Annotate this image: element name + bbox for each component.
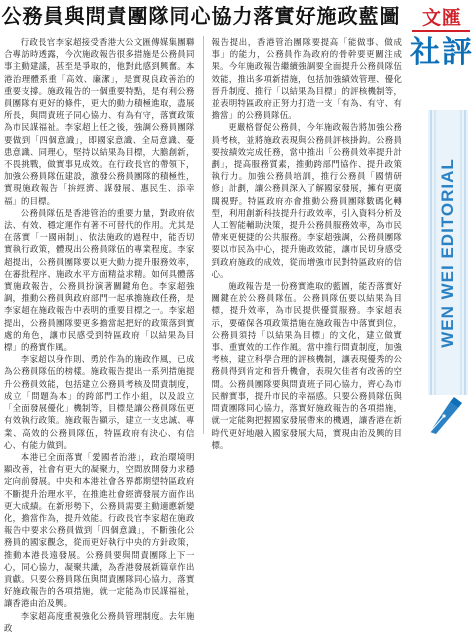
brand-logo <box>410 6 474 30</box>
column-divider <box>203 36 204 434</box>
column-title: 社評 <box>410 35 474 70</box>
article-paragraph: 本港已全面落實「愛國者治港」，政治環境明顯改善，社會有更大的凝聚力，空間放開發力求穩定向前發展。中央和本港社會各界都期望特區政府不斷提升治理水平，在推進社會經濟發展方面作出更大成績。在新形勢下，公務員需要主動適應新變化，擔當作為，提升效能。行政長官李家超在施政報告中要求公務員做到「四個意識」，不斷強化公務員的國家觀念，從而更好執行中央的方針政策，推動本港長遠發展。公務員要與問責團隊上下一心，同心協力，凝聚共識，為香港發展新篇章作出貢獻。只要公務員隊伍與問責團隊同心協力，落實好施政報告的各項措施，就一定能為市民謀福祉，讓香港由治及興。 <box>4 451 195 609</box>
article-column-1 <box>4 36 195 633</box>
article-paragraph: 施政報告是一份務實進取的藍圖，能否落實好關鍵在於公務員隊伍。公務員隊伍要以結果為目標，提升效率，為市民提供優質服務。李家超表示，要確保各項政策措施在施政報告中落實到位，公務員須持「以結果為目標」的文化，建立做實事、重實效的工作作風。當中推行問責制度，加強考核，建立科學合理的評核機制，讓表現優秀的公務員得到肯定和晉升機會，表現欠佳者有改善的空間。公務員團隊要與問責班子同心協力，齊心為市民辦實事，提升市民的幸福感。只要公務員隊伍與問責團隊同心協力，落實好施政報告的各項措施，就一定能夠把握國家發展帶來的機遇，讓香港在新時代更好地融入國家發展大局，實現由治及興的目標。 <box>211 281 403 450</box>
brand-underline <box>412 30 470 32</box>
page-title: 公務員與問責團隊同心協力落實好施政藍圖 <box>1 4 401 28</box>
article-paragraph: 更嚴格督促公務員，今年施政報告將加強公務員考核，並將施政表現與公務員評核掛鈎。公務員要按績效完成任務，當中推出「公務員效率提升計劃」，提高服務質素，推動跨部門協作、提升政策執行力。加強公務員培訓，推行公務員「國情研修」計劃，讓公務員深入了解國家發展，擁有更廣闊視野。特區政府亦會推動公務員團隊數碼化轉型，利用創新科技提升行政效率，引入資料分析及人工智能輔助決策，提升公務員服務效率，為市民帶來更便捷的公共服務。李家超強調，公務員團隊要以市民為中心，提升施政效能，讓市民切身感受到政府施政的成效，從而增強市民對特區政府的信心。 <box>211 122 403 279</box>
ribbon-label: WEN WEI EDITORIAL <box>438 157 457 348</box>
pen-nib-icon <box>424 396 470 434</box>
article-paragraph: 李家超高度重視強化公務員管理制度。去年施政 <box>4 610 195 633</box>
editorial-ribbon <box>428 110 468 395</box>
article-column-2 <box>211 36 403 450</box>
article-paragraph: 行政長官李家超接受香港大公文匯傳媒集團聯合專訪時透露，今次施政報告很多措施是公務員同事主動建議，甚至是爭取的，他對此感到興奮。本港治理體系重「高效、廉潔」，是實現良政善治的重要支撐。施政報告的一個重要特點，是有利公務員團隊有更好的條件，更大的動力積極進取，盡展所長，與問責班子同心協力、有為有守，落實政策為市民謀福祉。李家超上任之後，強調公務員團隊要做到「四個意識」，即國家意識、全局意識、憂患意識、同理心，堅持以結果為目標，大膽創新，不畏挑戰，做實事見成效。在行政長官的帶領下，加強公務員隊伍建設，激發公務員團隊的積極性，實現施政報告「拚經濟、謀發展、惠民生、添幸福」的目標。 <box>4 37 195 206</box>
masthead-sidebar <box>406 0 474 437</box>
article-paragraph: 公務員隊伍是香港管治的重要力量，對政府依法、有效、穩定運作有著不可替代的作用。尤其是在落實「一國兩制」、依法施政的過程中，能否切實執行政策，體現出公務員隊伍的專業程度。李家超提出，公務員團隊要以更大動力提升服務效率，在審批程序、施政水平方面精益求精。如何具體落實施政報告，公務員扮演著關鍵角色。李家超強調，推動公務員與政府部門一起承擔施政任務，是李家超在施政報告中表明的重要目標之一。李家超提出，公務員團隊要更多擔當起把好的政策落到實處的角色，讓市民感受到特區政府「以結果為目標」的務實作風。 <box>4 207 195 353</box>
editorial-body <box>4 36 403 633</box>
brand-name: 文匯 <box>421 7 462 29</box>
article-paragraph: 報告提出，香港管治團隊要提高「能做事、做成事」的能力，公務員作為政府的骨幹要更關注成果。今年施政報告繼續強調要全面提升公務員隊伍效能，推出多項新措施，包括加強績效管理、優化晉升制度、推行「以結果為目標」的評核機制等，並表明特區政府正努力打造一支「有為、有守、有擔當」的公務員隊伍。 <box>211 37 403 121</box>
article-paragraph: 李家超以身作則、勇於作為的施政作風，已成為公務員隊伍的榜樣。施政報告提出一系列措施提升公務員效能，包括建立公務員考核及問責制度，成立「問題為本」的跨部門工作小組，以及設立「全面發展優化」機制等，目標是讓公務員隊伍更有效執行政策。施政報告顯示，建立一支忠誠、專業、高效的公務員隊伍，特區政府有決心、有信心、有能力做到。 <box>4 354 195 450</box>
